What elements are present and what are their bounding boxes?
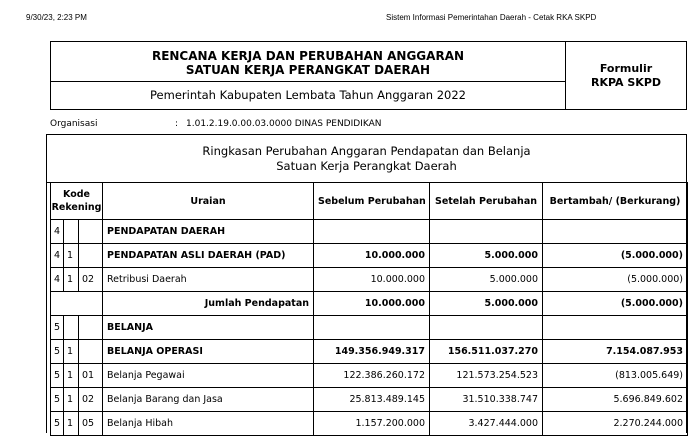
- kode-1: 4: [51, 220, 64, 244]
- header-sebelum: Sebelum Perubahan: [314, 183, 430, 220]
- kode-2: 1: [64, 364, 79, 388]
- uraian-cell: BELANJA OPERASI: [103, 340, 314, 364]
- summary-line-2: Satuan Kerja Perangkat Daerah: [276, 159, 457, 173]
- uraian-cell: Retribusi Daerah: [103, 268, 314, 292]
- kode-2: 1: [64, 340, 79, 364]
- setelah-cell: 3.427.444.000: [430, 412, 543, 436]
- kode-2: 1: [64, 244, 79, 268]
- sebelum-cell: 10.000.000: [314, 268, 430, 292]
- uraian-cell: Belanja Pegawai: [103, 364, 314, 388]
- budget-table: [50, 182, 688, 436]
- header-setelah: Setelah Perubahan: [430, 183, 543, 220]
- organisasi-colon: :: [175, 119, 179, 129]
- kode-1: 5: [51, 316, 64, 340]
- selisih-cell: (5.000.000): [543, 268, 688, 292]
- title-line-2: SATUAN KERJA PERANGKAT DAERAH: [185, 63, 431, 77]
- sebelum-cell: [314, 220, 430, 244]
- selisih-cell: (5.000.000): [543, 292, 688, 316]
- selisih-cell: 7.154.087.953: [543, 340, 688, 364]
- kode-2: [64, 316, 79, 340]
- kode-1: 4: [51, 268, 64, 292]
- selisih-cell: 5.696.849.602: [543, 388, 688, 412]
- header-kode-rekening: [51, 183, 103, 220]
- system-name: Sistem Informasi Pemerintahan Daerah - Cetak RKA SKPD: [386, 13, 597, 22]
- setelah-cell: 31.510.338.747: [430, 388, 543, 412]
- kode-3: [79, 220, 103, 244]
- sebelum-cell: 25.813.489.145: [314, 388, 430, 412]
- sebelum-cell: 10.000.000: [314, 244, 430, 268]
- summary-title: [47, 135, 686, 183]
- setelah-cell: 5.000.000: [430, 268, 543, 292]
- sebelum-cell: 1.157.200.000: [314, 412, 430, 436]
- uraian-cell: PENDAPATAN DAERAH: [103, 220, 314, 244]
- summary-line-1: Ringkasan Perubahan Anggaran Pendapatan dan Belanja: [202, 144, 531, 158]
- kode-1: 5: [51, 412, 64, 436]
- kode-3: 02: [79, 268, 103, 292]
- kode-2: 1: [64, 388, 79, 412]
- organisasi-value: 1.01.2.19.0.00.03.0000 DINAS PENDIDIKAN: [186, 119, 382, 129]
- kode-1: 5: [51, 340, 64, 364]
- title-line-1: RENCANA KERJA DAN PERUBAHAN ANGGARAN: [151, 49, 465, 63]
- kode-2: [64, 220, 79, 244]
- formulir-code: RKPA SKPD: [590, 76, 662, 89]
- uraian-cell: Belanja Barang dan Jasa: [103, 388, 314, 412]
- kode-3: [79, 340, 103, 364]
- document-header: [50, 41, 687, 110]
- table-header-row: [51, 183, 688, 220]
- kode-3: 01: [79, 364, 103, 388]
- table-row: [51, 364, 688, 388]
- header-kode: Kode: [63, 189, 90, 200]
- table-row: [51, 340, 688, 364]
- kode-3: 05: [79, 412, 103, 436]
- sebelum-cell: [314, 316, 430, 340]
- sebelum-cell: 10.000.000: [314, 292, 430, 316]
- header-uraian: Uraian: [103, 183, 314, 220]
- setelah-cell: 5.000.000: [430, 244, 543, 268]
- kode-2: 1: [64, 268, 79, 292]
- total-label: Jumlah Pendapatan: [103, 292, 314, 316]
- table-row: [51, 388, 688, 412]
- sebelum-cell: 149.356.949.317: [314, 340, 430, 364]
- kode-3: 02: [79, 388, 103, 412]
- uraian-cell: BELANJA: [103, 316, 314, 340]
- print-header: [0, 13, 692, 25]
- setelah-cell: [430, 220, 543, 244]
- header-bertambah: Bertambah/ (Berkurang): [543, 183, 688, 220]
- table-body: [51, 220, 688, 436]
- total-kode-blank: [51, 292, 103, 316]
- table-row: [51, 220, 688, 244]
- document-title: [51, 42, 565, 82]
- government-line: Pemerintah Kabupaten Lembata Tahun Anggaran 2022: [150, 88, 466, 102]
- sebelum-cell: 122.386.260.172: [314, 364, 430, 388]
- uraian-cell: Belanja Hibah: [103, 412, 314, 436]
- organisasi-label: Organisasi: [50, 119, 98, 129]
- kode-1: 4: [51, 244, 64, 268]
- table-row: [51, 412, 688, 436]
- table-row: [51, 268, 688, 292]
- setelah-cell: 156.511.037.270: [430, 340, 543, 364]
- kode-1: 5: [51, 364, 64, 388]
- uraian-cell: PENDAPATAN ASLI DAERAH (PAD): [103, 244, 314, 268]
- kode-2: 1: [64, 412, 79, 436]
- header-rekening: Rekening: [51, 202, 102, 213]
- setelah-cell: 121.573.254.523: [430, 364, 543, 388]
- print-datetime: 9/30/23, 2:23 PM: [26, 13, 87, 22]
- selisih-cell: (813.005.649): [543, 364, 688, 388]
- total-row: [51, 292, 688, 316]
- setelah-cell: [430, 316, 543, 340]
- header-left: [51, 42, 566, 109]
- selisih-cell: 2.270.244.000: [543, 412, 688, 436]
- formulir-label: Formulir: [599, 62, 653, 75]
- table-row: [51, 244, 688, 268]
- organisasi-row: [50, 119, 687, 131]
- table-row: [51, 316, 688, 340]
- setelah-cell: 5.000.000: [430, 292, 543, 316]
- selisih-cell: [543, 220, 688, 244]
- form-code: [566, 42, 686, 109]
- kode-3: [79, 244, 103, 268]
- kode-1: 5: [51, 388, 64, 412]
- selisih-cell: (5.000.000): [543, 244, 688, 268]
- selisih-cell: [543, 316, 688, 340]
- kode-3: [79, 316, 103, 340]
